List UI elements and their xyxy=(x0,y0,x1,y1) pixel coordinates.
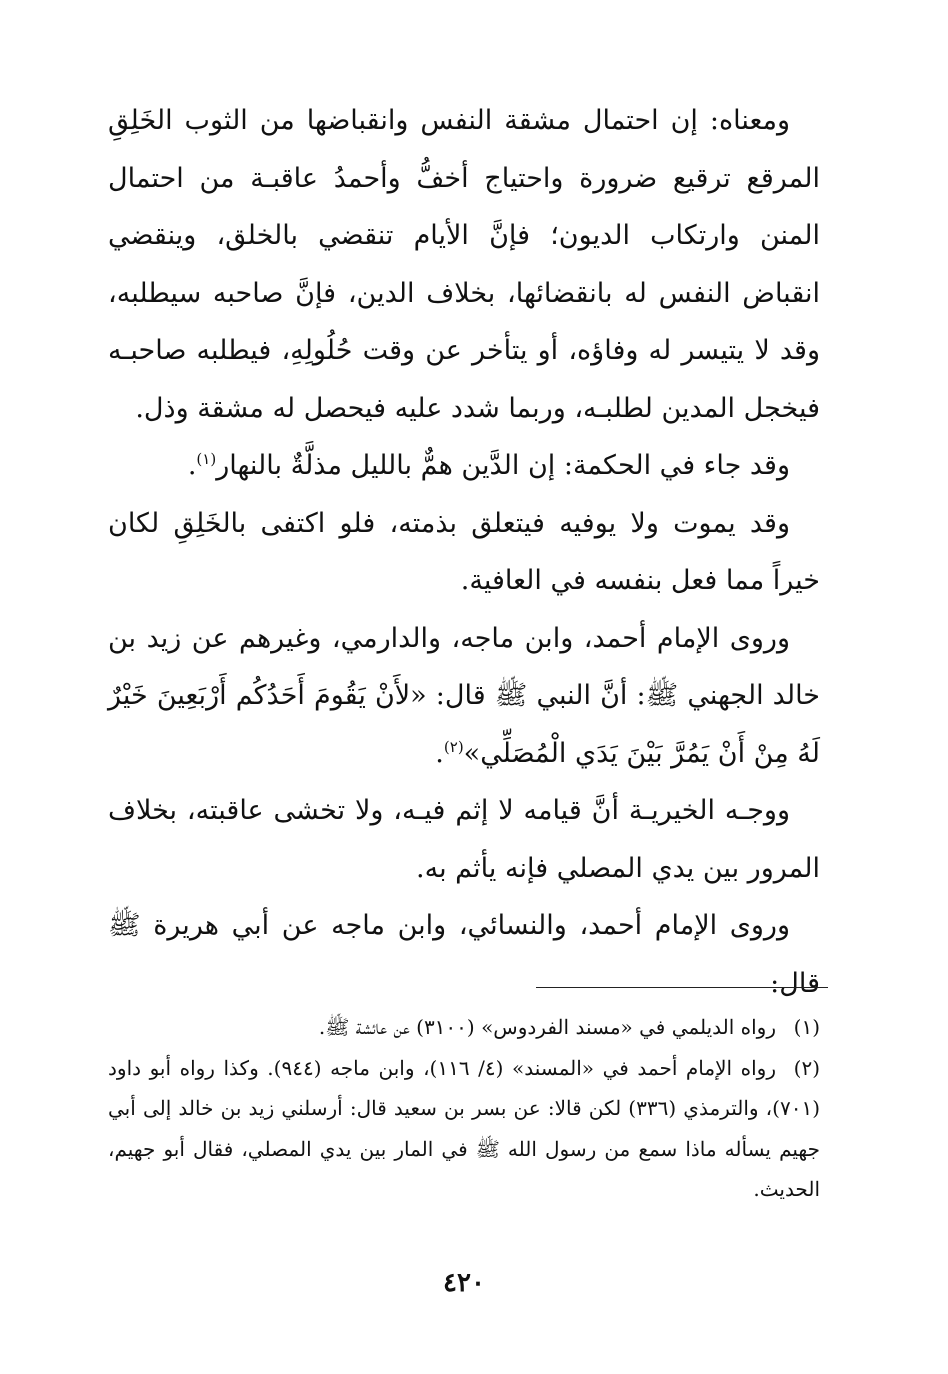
footnote-ref-1[interactable]: (١) xyxy=(196,450,217,468)
footnote-1 xyxy=(108,1007,820,1048)
paragraph-1: ومعناه: إن احتمال مشقة النفس وانقباضها من الثوب الخَلِقِ المرقع ترقيع ضرورة واحتياج أخفُّ وأحمدُ عاقبـة من احتمال المنن وارتكاب الديون؛ فإنَّ الأيام تنقضي بالخلق، وينقضي انقباض النفس له بانقضائها، بخلاف الدين، فإنَّ صاحبه سيطلبه، وقد لا يتيسر له وفاؤه، أو يتأخر عن وقت حُلُولِهِ، فيطلبه صاحبـه فيخجل المدين لطلبـه، وربما شدد عليه فيحصل له مشقة وذل. xyxy=(108,105,820,424)
book-page xyxy=(108,92,820,1298)
footnote-divider xyxy=(536,987,828,988)
paragraph-5: ووجـه الخيريـة أنَّ قيامه لا إثم فيـه، ولا تخشى عاقبته، بخلاف المرور بين يدي المصلي فإنه يأثم به. xyxy=(108,795,820,884)
footnotes xyxy=(108,1007,820,1210)
footnote-2 xyxy=(108,1048,820,1210)
footnote-ref-2[interactable]: (٢) xyxy=(443,737,464,756)
paragraph-2-text: وقد جاء في الحكمة: إن الدَّين همٌّ بالليل مذلَّةٌ بالنهار xyxy=(216,450,790,481)
paragraph-2 xyxy=(108,437,820,495)
main-text xyxy=(108,92,820,1012)
footnote-number: (٢) xyxy=(793,1055,820,1080)
paragraph-4 xyxy=(108,610,820,783)
paragraph-4-end: . xyxy=(435,737,444,769)
footnote-text: رواه الإمام أحمد في «المسند» (٤/ ١١٦)، وابن ماجه (٩٤٤). وكذا رواه أبو داود (٧٠١)، والترمذي (٣٣٦) لكن قالا: عن بسر بن سعيد قال: أرسلني زيد بن خالد إلى أبي جهيم يسأله ماذا سمع من رسول الله ﷺ في المار بين يدي المصلي، فقال أبو جهيم، الحديث. xyxy=(108,1055,820,1201)
paragraph-4-text: وروى الإمام أحمد، وابن ماجه، والدارمي، وغيرهم عن زيد بن خالد الجهني ﷺ: أنَّ النبي ﷺ قال: «لأَنْ يَقُومَ أَحَدُكُم أَرْبَعِينَ خَيْرٌ لَهُ مِنْ أَنْ يَمُرَّ بَيْنَ يَدَي الْمُصَلِّي» xyxy=(108,622,820,769)
paragraph-3: وقد يموت ولا يوفيه فيتعلق بذمته، فلو اكتفى بالخَلِقِ لكان خيراً مما فعل بنفسه في العافية. xyxy=(108,507,820,596)
footnote-number: (١) xyxy=(793,1015,820,1039)
page-number: ٤٢٠ xyxy=(443,1268,485,1298)
footnote-text: رواه الديلمي في «مسند الفردوس» (٣١٠٠) عن عائشة ﷺ. xyxy=(318,1015,776,1039)
paragraph-6: وروى الإمام أحمد، والنسائي، وابن ماجه عن أبي هريرة ﷺ قال: xyxy=(108,910,820,999)
paragraph-2-end: . xyxy=(187,450,197,481)
